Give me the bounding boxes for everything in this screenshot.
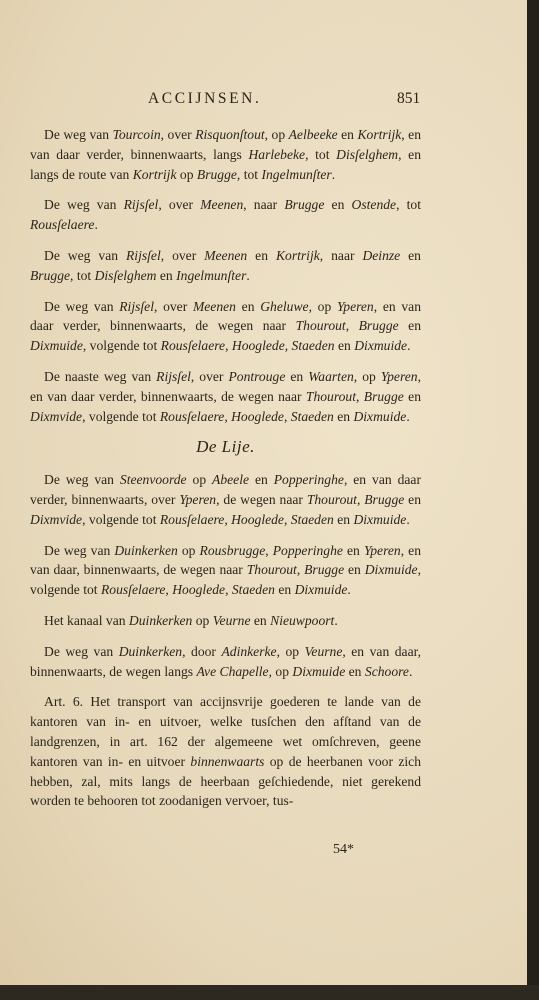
text-run: en [285,368,309,384]
italic-place-name: Disſelghem [336,146,399,162]
text-run: , op [308,298,337,314]
text-run: Het kanaal van [44,612,129,628]
italic-place-name: Veurne [304,643,343,659]
italic-place-name: Disſelghem [94,267,157,283]
text-run: op de heerbanen voor zich hebben, zal, mits langs de heerbaan geſchiedende, niet gerekend worden te behooren tot zoodanigen vervoer, tus- [30,753,421,809]
italic-place-name: Veurne [212,612,251,628]
italic-place-name: Yperen [336,298,374,314]
italic-place-name: Ostende [351,197,397,213]
italic-place-name: Deinze [362,247,401,263]
text-run: en [324,197,352,213]
text-run: , [225,338,232,354]
text-run: De naaste weg van [44,368,157,384]
text-run: . [347,582,351,598]
text-run: , over [190,368,229,384]
italic-place-name: Staeden [231,582,275,598]
text-run: en [274,582,295,598]
italic-place-name: Dixmuide [292,663,346,679]
text-run: , en van daar verder, binnenwaarts, over [30,472,421,507]
text-run: , volgende tot [82,338,161,354]
italic-place-name: Rousſelaere [100,582,166,598]
italic-place-name: Staeden [291,338,335,354]
italic-place-name: Meenen [192,298,236,314]
text-run: , [283,511,291,527]
text-run: en [398,318,421,334]
text-run: , over [160,247,205,263]
text-run: en [333,511,354,527]
italic-place-name: Tourcoin [112,127,161,142]
text-run: , [224,511,232,527]
text-run: De weg van [44,127,113,142]
italic-place-name: Dixmvide [30,511,83,527]
text-run: , op [264,127,289,142]
text-run: , [165,582,173,598]
text-run: op [176,166,197,182]
italic-place-name: Brugge [364,491,405,507]
italic-place-name: Duinkerken [128,612,193,628]
italic-place-name: Duinkerken [114,542,178,558]
text-run: Art. 6. Het transport van accijnsvrije goederen te lande van de kantoren van in- en uitvoer, welke tusſchen den afſtand van de landgrenzen, in art. 162 der algemeene wet omſchreven, geene kantoren van in- en uitvoer [30,694,421,769]
paragraph [30,195,421,235]
text-run: , naar [243,197,285,213]
italic-place-name: Rousſelaere [159,408,225,424]
italic-place-name: Rijsſel [125,247,161,263]
text-run: en [250,612,271,628]
text-run: De weg van [44,472,120,488]
text-run: . [331,166,336,182]
italic-place-name: Gheluwe [260,298,309,314]
text-run: De weg van [44,298,120,314]
text-run: , tot [70,267,95,283]
italic-place-name: Risquonſtout [195,127,265,142]
italic-place-name: Yperen [380,368,418,384]
text-run: en [235,298,261,314]
italic-place-name: Kortrijk [357,127,402,142]
italic-place-name: Staeden [290,511,334,527]
text-run: op [192,612,213,628]
italic-place-name: Thourout [306,491,357,507]
paragraph [30,125,421,184]
italic-place-name: Aelbeeke [288,127,338,142]
italic-place-name: Rousbrugge [199,542,266,558]
italic-place-name: Popperinghe [272,542,343,558]
italic-place-name: Dixmuide [353,511,407,527]
italic-place-name: Thourout [246,562,297,578]
italic-place-name: Brugge [284,197,325,213]
text-run: , over [158,197,201,213]
paragraph [30,611,421,631]
text-run: , over [153,298,193,314]
italic-place-name: Dixmuide [353,408,407,424]
paragraph [30,541,421,600]
text-run: , over [160,127,196,142]
italic-place-name: Hooglede [172,582,226,598]
text-run: op [177,542,200,558]
italic-place-name: Dixmuide [294,582,348,598]
section-heading: De Lije. [196,437,255,457]
text-run: De weg van [44,643,119,659]
italic-place-name: Schoore [364,663,409,679]
text-run: , [356,388,364,404]
text-run: , op [353,368,381,384]
text-run: en [247,247,276,263]
text-run: , en van daar, binnenwaarts, de wegen naar [30,542,422,578]
italic-place-name: Brugge [358,318,399,334]
text-run: en [400,247,421,263]
text-run: en [345,663,365,679]
text-run: , volgende tot [30,562,421,598]
italic-place-name: Abeele [212,472,250,488]
text-run: , [284,338,292,354]
text-run: en [404,491,422,507]
italic-place-name: Pontrouge [228,368,286,384]
paragraph [30,246,421,286]
italic-place-name: Dixmuide [354,338,408,354]
text-run: en [342,542,364,558]
text-run: en [344,562,365,578]
signature-mark: 54* [333,842,354,857]
text-run: , tot [236,166,262,182]
italic-place-name: Staeden [290,408,334,424]
text-run: , en van daar verder, binnenwaarts, langs [30,127,421,162]
paragraph [30,297,421,356]
text-run: . [406,511,410,527]
italic-place-name: Yperen [179,491,217,507]
italic-place-name: Rousſelaere [160,338,226,354]
text-run: . [407,338,411,354]
running-title: ACCIJNSEN. [148,90,262,107]
italic-place-name: Waarten [308,368,354,384]
italic-place-name: Thourout [305,388,356,404]
text-run: De weg van [44,542,115,558]
paragraph [30,470,421,529]
italic-place-name: Steenvoorde [119,472,187,488]
text-run: op [186,472,213,488]
text-run: . [406,408,410,424]
italic-place-name: Rousſelaere [159,511,225,527]
text-run: . [408,663,413,679]
italic-place-name: Rijsſel [156,368,191,384]
paragraphs-after-heading [30,470,421,811]
text-run: en [333,408,354,424]
paragraph [30,367,421,426]
italic-place-name: Dixmvide [30,408,83,424]
text-run: , [225,582,232,598]
italic-place-name: binnenwaarts [190,753,265,769]
text-run: . [334,612,338,628]
body-text [30,125,421,822]
paragraph [30,692,421,811]
italic-place-name: Meenen [200,197,244,213]
italic-place-name: Hooglede [231,511,284,527]
italic-place-name: Yperen [363,542,401,558]
text-run: , en van daar, binnenwaarts, de wegen langs [30,643,422,679]
text-run: , [296,562,305,578]
text-run: , [224,408,232,424]
page-number: 851 [397,90,421,107]
italic-place-name: Duinkerken [118,643,183,659]
text-run: en [156,267,177,283]
italic-place-name: Kortrijk [132,166,177,182]
italic-place-name: Hooglede [231,408,284,424]
text-run: , en van daar verder, binnenwaarts, de wegen naar [30,298,421,334]
italic-place-name: Kortrijk [275,247,320,263]
text-run: , tot [305,146,337,162]
text-run: , [283,408,291,424]
italic-place-name: Hooglede [231,338,285,354]
text-run: , op [268,663,293,679]
page-header [0,90,527,114]
text-run: De weg van [44,247,126,263]
text-run: De weg van [44,197,124,213]
text-run: . [94,217,98,233]
text-run: . [246,267,250,283]
paragraph [30,642,421,682]
bottom-edge [0,985,539,1000]
italic-place-name: Ingelmunſter [261,166,332,182]
text-run: en [337,127,358,142]
italic-place-name: Nieuwpoort [270,612,335,628]
italic-place-name: Ave Chapelle [196,663,269,679]
italic-place-name: Brugge [30,267,71,283]
text-run: , [356,491,365,507]
italic-place-name: Brugge [363,388,404,404]
text-run: , de wegen naar [216,491,307,507]
italic-place-name: Ingelmunſter [176,267,247,283]
italic-place-name: Harlebeke [248,146,306,162]
italic-place-name: Brugge [196,166,237,182]
text-run: , en van daar verder, binnenwaarts, de wegen naar [30,368,421,404]
text-run: , volgende tot [82,408,160,424]
text-run: , [265,542,273,558]
italic-place-name: Rijsſel [119,298,154,314]
text-run: en [403,388,421,404]
italic-place-name: Rousſelaere [30,217,95,233]
italic-place-name: Thourout [295,318,346,334]
italic-place-name: Rijsſel [123,197,159,213]
text-run: , volgende tot [82,511,160,527]
italic-place-name: Adinkerke [221,643,277,659]
text-run: , op [276,643,305,659]
italic-place-name: Meenen [204,247,248,263]
italic-place-name: Dixmuide [30,338,83,354]
page-edge [527,0,539,1000]
text-run: , tot [396,197,421,213]
text-run: en [249,472,274,488]
italic-place-name: Popperinghe [273,472,344,488]
text-run: , naar [319,247,363,263]
text-run: en [334,338,355,354]
italic-place-name: Dixmuide [364,562,418,578]
italic-place-name: Brugge [304,562,345,578]
paragraphs-before-heading [30,125,421,426]
text-run: , door [182,643,222,659]
text-run: , [345,318,359,334]
text-run: , en langs de route van [30,146,421,182]
